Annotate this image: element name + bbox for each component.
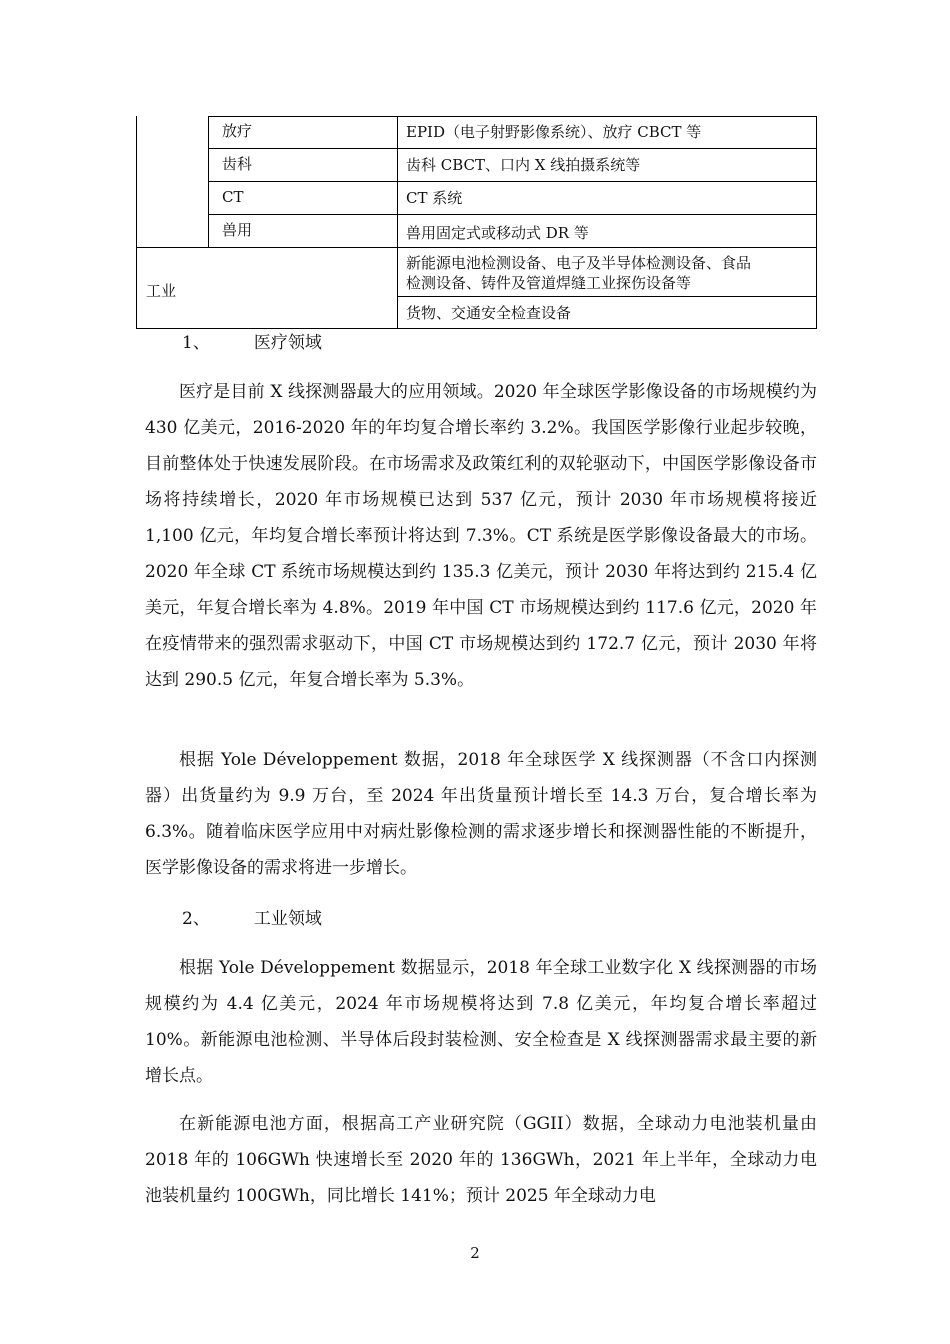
paragraph-industry-market: 根据 Yole Développement 数据显示，2018 年全球工业数字化 X 线探测器的市场规模约为 4.4 亿美元，2024 年市场规模将达到 7.8 亿美元，年均复合增长率超过 10%。新能源电池检测、半导体后段封装检测、安全检查是 X 线探测器需求最主要的新增长点。 bbox=[145, 958, 817, 1086]
table-cell-description: 齿科 CBCT、口内 X 线拍摄系统等 bbox=[406, 156, 641, 174]
page-number: 2 bbox=[470, 1244, 480, 1262]
table-cell-description: EPID（电子射野影像系统）、放疗 CBCT 等 bbox=[406, 123, 702, 141]
section-heading-medical bbox=[182, 331, 322, 355]
section-number: 1、 bbox=[182, 333, 210, 353]
table-cell-category: 放疗 bbox=[222, 122, 253, 140]
paragraph-battery: 在新能源电池方面，根据高工产业研究院（GGII）数据，全球动力电池装机量由 2018 年的 106GWh 快速增长至 2020 年的 136GWh，2021 年上半年，全球动力电池装机量约 100GWh，同比增长 141%；预计 2025 年全球动力电 bbox=[145, 1114, 817, 1206]
table-cell-category: 兽用 bbox=[222, 221, 253, 239]
table-cell-security: 货物、交通安全检查设备 bbox=[406, 304, 572, 322]
table-cell-category: CT bbox=[222, 188, 244, 206]
table-row-divider bbox=[397, 296, 817, 297]
table-row-divider bbox=[208, 181, 817, 182]
table-row-divider bbox=[208, 214, 817, 215]
section-title: 医疗领域 bbox=[253, 333, 322, 353]
table-cell-industry-line1: 新能源电池检测设备、电子及半导体检测设备、食品 bbox=[406, 254, 752, 272]
table-cell-category: 齿科 bbox=[222, 155, 253, 173]
paragraph-medical-detector: 根据 Yole Développement 数据，2018 年全球医学 X 线探测器（不含口内探测器）出货量约为 9.9 万台，至 2024 年出货量预计增长至 14.3 万台，复合增长率为 6.3%。随着临床医学应用中对病灶影像检测的需求逐步增长和探测器性能的不断提升，医学影像设备的需求将进一步增长。 bbox=[145, 750, 817, 878]
application-table bbox=[136, 116, 817, 329]
table-cell-description: 兽用固定式或移动式 DR 等 bbox=[406, 224, 589, 242]
table-border-bottom bbox=[136, 328, 817, 329]
table-row-divider bbox=[208, 148, 817, 149]
table-cell-industry-label: 工业 bbox=[146, 282, 177, 300]
paragraph-medical-market: 医疗是目前 X 线探测器最大的应用领域。2020 年全球医学影像设备的市场规模约为 430 亿美元，2016-2020 年的年均复合增长率约 3.2%。我国医学影像行业起步较晚，目前整体处于快速发展阶段。在市场需求及政策红利的双轮驱动下，中国医学影像设备市场将持续增长，2020 年市场规模已达到 537 亿元，预计 2030 年市场规模将接近 1,100 亿元，年均复合增长率预计将达到 7.3%。CT 系统是医学影像设备最大的市场。2020 年全球 CT 系统市场规模达到约 135.3 亿美元，预计 2030 年将达到约 215.4 亿美元，年复合增长率为 4.8%。2019 年中国 CT 市场规模达到约 117.6 亿元，2020 年在疫情带来的强烈需求驱动下，中国 CT 市场规模达到约 172.7 亿元，预计 2030 年将达到 290.5 亿元，年复合增长率为 5.3%。 bbox=[145, 382, 817, 690]
table-border-left bbox=[136, 116, 137, 329]
table-cell-description: CT 系统 bbox=[406, 189, 463, 207]
table-cell-industry-line2: 检测设备、铸件及管道焊缝工业探伤设备等 bbox=[406, 274, 692, 292]
section-heading-industry bbox=[182, 907, 322, 931]
table-row-divider bbox=[136, 247, 817, 248]
table-border-top bbox=[208, 116, 817, 117]
section-number: 2、 bbox=[182, 909, 210, 929]
section-title: 工业领域 bbox=[253, 909, 322, 929]
